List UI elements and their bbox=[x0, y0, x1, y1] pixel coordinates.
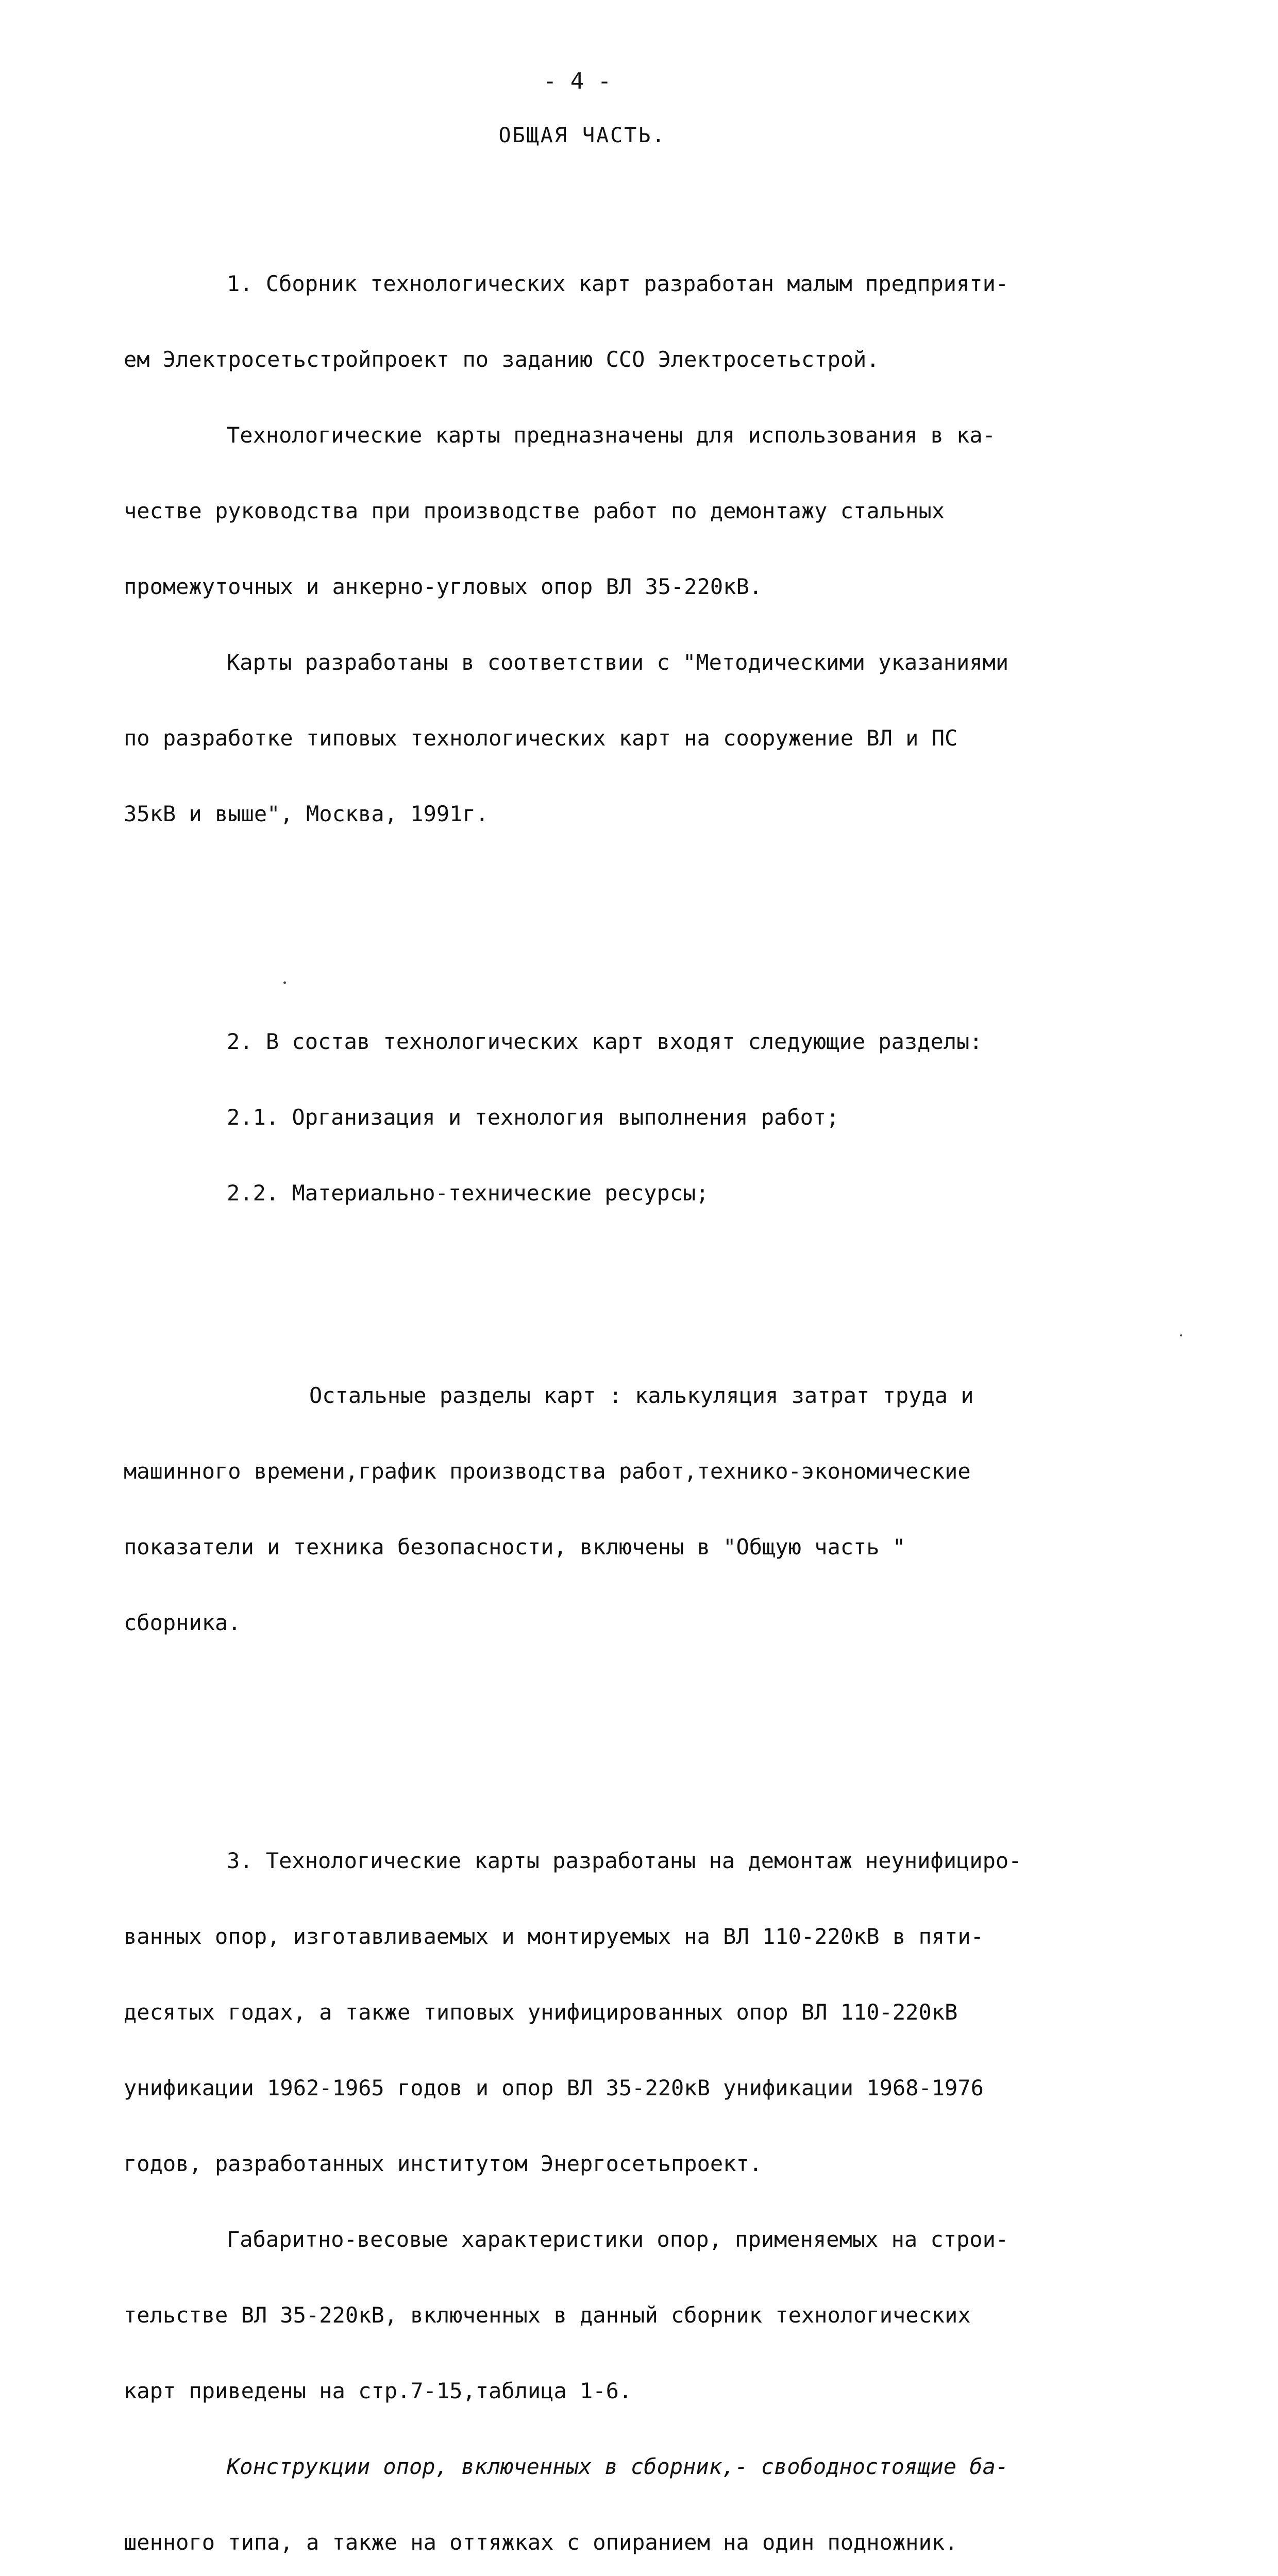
text-line: Остальные разделы карт : калькуляция затрат труда и bbox=[309, 1383, 974, 1408]
text-line: честве руководства при производстве работ по демонтажу стальных bbox=[124, 498, 945, 523]
section-heading: ОБЩАЯ ЧАСТЬ. bbox=[498, 124, 666, 147]
text-line: машинного времени,график производства работ,технико-экономические bbox=[124, 1459, 971, 1484]
scan-speck bbox=[283, 981, 286, 984]
text-line: 35кВ и выше", Москва, 1991г. bbox=[124, 801, 489, 826]
scan-speck bbox=[1180, 1334, 1182, 1336]
text-line: Конструкции опор, включенных в сборник,- свободностоящие ба- bbox=[227, 2454, 1009, 2479]
text-line: 3. Технологические карты разработаны на демонтаж неунифициро- bbox=[227, 1848, 1022, 1873]
text-line: Габаритно-весовые характеристики опор, применяемых на строи- bbox=[227, 2227, 1009, 2252]
document-body bbox=[124, 170, 1206, 2576]
text-line: ем Электросетьстройпроект по заданию ССО Электросетьстрой. bbox=[124, 347, 880, 372]
text-line: 2.2. Материально-технические ресурсы; bbox=[227, 1180, 709, 1206]
text-line: сборника. bbox=[124, 1610, 241, 1635]
text-line: десятых годах, а также типовых унифицированных опор ВЛ 110-220кВ bbox=[124, 1999, 958, 2025]
text-line: Технологические карты предназначены для использования в ка- bbox=[227, 422, 996, 448]
text-line: 1. Сборник технологических карт разработан малым предприяти- bbox=[227, 271, 1009, 296]
text-line: показатели и техника безопасности, включены в "Общую часть " bbox=[124, 1534, 906, 1560]
text-line: карт приведены на стр.7-15,таблица 1-6. bbox=[124, 2378, 632, 2403]
text-line: Карты разработаны в соответствии с "Методическими указаниями bbox=[227, 650, 1009, 675]
text-line: промежуточных и анкерно-угловых опор ВЛ 35-220кВ. bbox=[124, 574, 763, 599]
text-line: 2.1. Организация и технология выполнения работ; bbox=[227, 1105, 839, 1130]
text-line: 2. В состав технологических карт входят следующие разделы: bbox=[227, 1029, 983, 1054]
text-line: по разработке типовых технологических карт на сооружение ВЛ и ПС bbox=[124, 725, 958, 751]
text-line: годов, разработанных институтом Энергосетьпроект. bbox=[124, 2151, 763, 2176]
page-number: - 4 - bbox=[543, 68, 612, 94]
text-line: унификации 1962-1965 годов и опор ВЛ 35-220кВ унификации 1968-1976 bbox=[124, 2075, 984, 2100]
text-line: тельстве ВЛ 35-220кВ, включенных в данный сборник технологических bbox=[124, 2302, 971, 2328]
text-line: шенного типа, а также на оттяжках с опиранием на один подножник. bbox=[124, 2530, 958, 2555]
text-line: ванных опор, изготавливаемых и монтируемых на ВЛ 110-220кВ в пяти- bbox=[124, 1924, 984, 1949]
